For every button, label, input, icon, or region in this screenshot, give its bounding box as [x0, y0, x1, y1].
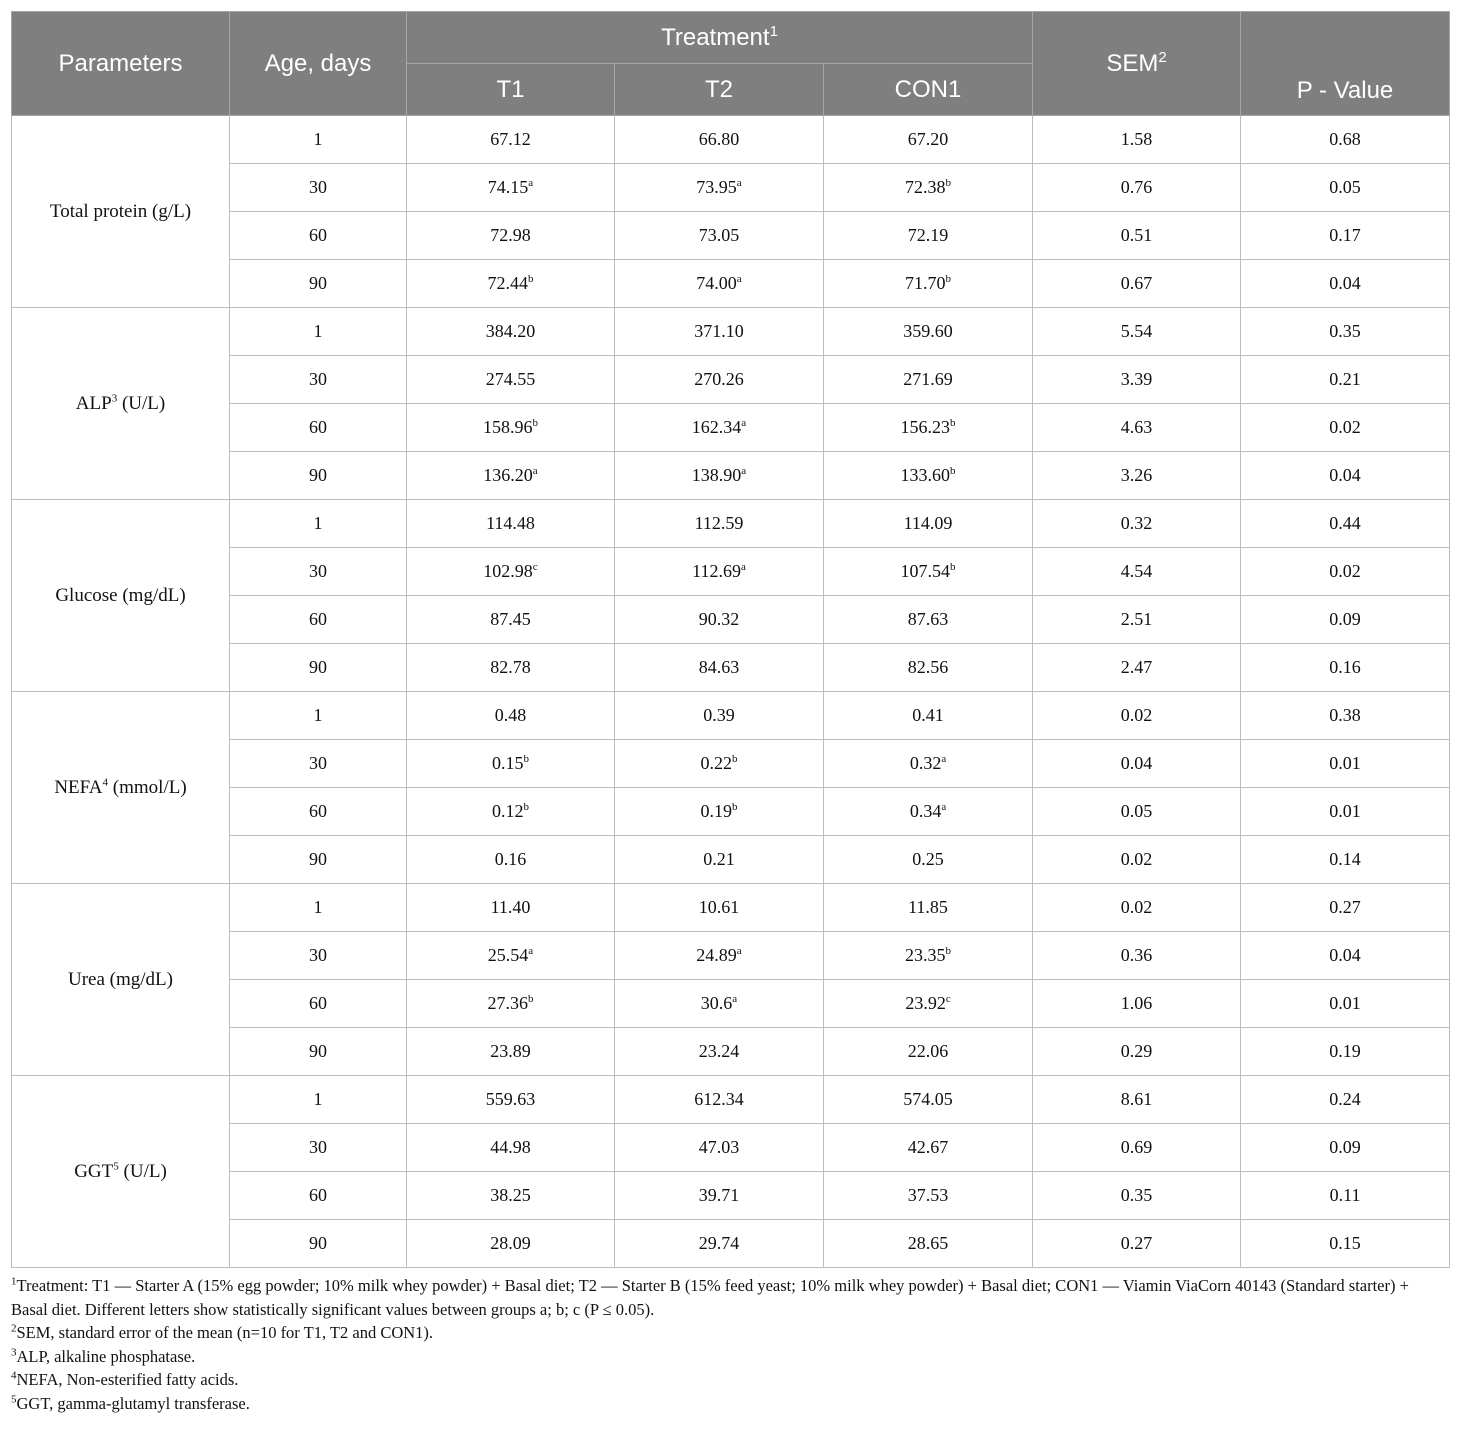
- t2-cell: 66.80: [615, 116, 824, 164]
- sem-cell: 0.02: [1033, 884, 1241, 932]
- t1-cell: 384.20: [407, 308, 615, 356]
- sem-cell: 4.54: [1033, 548, 1241, 596]
- sem-cell: 8.61: [1033, 1076, 1241, 1124]
- parameter-cell: Urea (mg/dL): [12, 884, 230, 1076]
- t2-cell: 84.63: [615, 644, 824, 692]
- age-cell: 1: [230, 500, 407, 548]
- con1-cell: 23.92$^c$: [824, 980, 1033, 1028]
- con1-cell: 72.38$^b$: [824, 164, 1033, 212]
- con1-cell: 271.69: [824, 356, 1033, 404]
- sem-cell: 0.02: [1033, 692, 1241, 740]
- t2-cell: 74.00$^a$: [615, 260, 824, 308]
- table-container: [11, 11, 1449, 1268]
- age-cell: 90: [230, 836, 407, 884]
- age-cell: 1: [230, 116, 407, 164]
- header-t1: T1: [407, 64, 615, 116]
- con1-cell: 574.05: [824, 1076, 1033, 1124]
- t2-cell: 0.21: [615, 836, 824, 884]
- parameter-cell: ALP$^3$ (U/L): [12, 308, 230, 500]
- sem-cell: 1.58: [1033, 116, 1241, 164]
- age-cell: 1: [230, 884, 407, 932]
- pvalue-cell: 0.27: [1241, 884, 1450, 932]
- data-table: [11, 11, 1450, 1268]
- con1-cell: 107.54$^b$: [824, 548, 1033, 596]
- age-cell: 30: [230, 932, 407, 980]
- t2-cell: 371.10: [615, 308, 824, 356]
- sem-cell: 0.27: [1033, 1220, 1241, 1268]
- sem-cell: 0.36: [1033, 932, 1241, 980]
- t2-cell: 73.95$^a$: [615, 164, 824, 212]
- table-row: [12, 500, 1450, 548]
- age-cell: 1: [230, 1076, 407, 1124]
- footnote: $^1$Treatment: T1 — Starter A (15% egg powder; 10% milk whey powder) + Basal diet; T2 — Starter B (15% feed yeast; 10% milk whey powder) + Basal diet; CON1 — Viamin ViaCorn 40143 (Standard starter) + Basal diet. Different letters show statistically significant values between groups a; b; c (P ≤ 0.05).: [11, 1275, 1409, 1319]
- con1-cell: 67.20: [824, 116, 1033, 164]
- t2-cell: 24.89$^a$: [615, 932, 824, 980]
- pvalue-cell: 0.14: [1241, 836, 1450, 884]
- age-cell: 90: [230, 452, 407, 500]
- con1-cell: 23.35$^b$: [824, 932, 1033, 980]
- parameter-cell: Glucose (mg/dL): [12, 500, 230, 692]
- t2-cell: 162.34$^a$: [615, 404, 824, 452]
- age-cell: 30: [230, 356, 407, 404]
- t1-cell: 0.16: [407, 836, 615, 884]
- t2-cell: 112.59: [615, 500, 824, 548]
- con1-cell: 71.70$^b$: [824, 260, 1033, 308]
- t1-cell: 559.63: [407, 1076, 615, 1124]
- con1-cell: 72.19: [824, 212, 1033, 260]
- t1-cell: 82.78: [407, 644, 615, 692]
- t1-cell: 11.40: [407, 884, 615, 932]
- pvalue-cell: 0.21: [1241, 356, 1450, 404]
- age-cell: 30: [230, 740, 407, 788]
- age-cell: 30: [230, 1124, 407, 1172]
- sem-cell: 4.63: [1033, 404, 1241, 452]
- sem-cell: 3.39: [1033, 356, 1241, 404]
- footnote: $^5$GGT, gamma-glutamyl transferase.: [11, 1393, 250, 1413]
- age-cell: 1: [230, 308, 407, 356]
- con1-cell: 11.85: [824, 884, 1033, 932]
- pvalue-cell: 0.15: [1241, 1220, 1450, 1268]
- footnotes: [11, 1274, 1449, 1415]
- t2-cell: 0.19$^b$: [615, 788, 824, 836]
- sem-cell: 0.05: [1033, 788, 1241, 836]
- pvalue-cell: 0.24: [1241, 1076, 1450, 1124]
- header-treatment: Treatment$^1$: [407, 12, 1033, 64]
- t1-cell: 44.98: [407, 1124, 615, 1172]
- parameter-cell: Total protein (g/L): [12, 116, 230, 308]
- t2-cell: 23.24: [615, 1028, 824, 1076]
- sem-cell: 0.35: [1033, 1172, 1241, 1220]
- header-parameters: Parameters: [12, 12, 230, 116]
- con1-cell: 22.06: [824, 1028, 1033, 1076]
- t1-cell: 28.09: [407, 1220, 615, 1268]
- con1-cell: 156.23$^b$: [824, 404, 1033, 452]
- t1-cell: 67.12: [407, 116, 615, 164]
- age-cell: 1: [230, 692, 407, 740]
- t1-cell: 136.20$^a$: [407, 452, 615, 500]
- t2-cell: 90.32: [615, 596, 824, 644]
- t1-cell: 0.15$^b$: [407, 740, 615, 788]
- parameter-cell: NEFA$^4$ (mmol/L): [12, 692, 230, 884]
- pvalue-cell: 0.09: [1241, 596, 1450, 644]
- table-row: [12, 116, 1450, 164]
- con1-cell: 359.60: [824, 308, 1033, 356]
- t2-cell: 138.90$^a$: [615, 452, 824, 500]
- t1-cell: 38.25: [407, 1172, 615, 1220]
- con1-cell: 0.25: [824, 836, 1033, 884]
- pvalue-cell: 0.09: [1241, 1124, 1450, 1172]
- age-cell: 90: [230, 1028, 407, 1076]
- pvalue-cell: 0.44: [1241, 500, 1450, 548]
- con1-cell: 28.65: [824, 1220, 1033, 1268]
- header-sem: SEM$^2$: [1033, 12, 1241, 116]
- con1-cell: 133.60$^b$: [824, 452, 1033, 500]
- table-row: [12, 884, 1450, 932]
- age-cell: 60: [230, 212, 407, 260]
- con1-cell: 42.67: [824, 1124, 1033, 1172]
- t1-cell: 27.36$^b$: [407, 980, 615, 1028]
- age-cell: 60: [230, 980, 407, 1028]
- sem-cell: 0.29: [1033, 1028, 1241, 1076]
- pvalue-cell: 0.19: [1241, 1028, 1450, 1076]
- t1-cell: 87.45: [407, 596, 615, 644]
- con1-cell: 0.34$^a$: [824, 788, 1033, 836]
- con1-cell: 0.41: [824, 692, 1033, 740]
- sem-cell: 3.26: [1033, 452, 1241, 500]
- sem-cell: 0.02: [1033, 836, 1241, 884]
- pvalue-cell: 0.01: [1241, 980, 1450, 1028]
- parameter-cell: GGT$^5$ (U/L): [12, 1076, 230, 1268]
- t1-cell: 25.54$^a$: [407, 932, 615, 980]
- pvalue-cell: 0.02: [1241, 548, 1450, 596]
- t1-cell: 0.48: [407, 692, 615, 740]
- con1-cell: 87.63: [824, 596, 1033, 644]
- t2-cell: 73.05: [615, 212, 824, 260]
- t2-cell: 47.03: [615, 1124, 824, 1172]
- header-con1: CON1: [824, 64, 1033, 116]
- sem-cell: 0.67: [1033, 260, 1241, 308]
- table-row: [12, 1076, 1450, 1124]
- age-cell: 90: [230, 1220, 407, 1268]
- t1-cell: 0.12$^b$: [407, 788, 615, 836]
- sem-cell: 0.32: [1033, 500, 1241, 548]
- pvalue-cell: 0.17: [1241, 212, 1450, 260]
- footnote: $^2$SEM, standard error of the mean (n=10 for T1, T2 and CON1).: [11, 1322, 434, 1342]
- sem-cell: 2.51: [1033, 596, 1241, 644]
- con1-cell: 82.56: [824, 644, 1033, 692]
- t2-cell: 39.71: [615, 1172, 824, 1220]
- con1-cell: 0.32$^a$: [824, 740, 1033, 788]
- sem-cell: 2.47: [1033, 644, 1241, 692]
- t2-cell: 0.22$^b$: [615, 740, 824, 788]
- pvalue-cell: 0.01: [1241, 740, 1450, 788]
- t2-cell: 270.26: [615, 356, 824, 404]
- footnote: $^3$ALP, alkaline phosphatase.: [11, 1346, 196, 1366]
- header-t2: T2: [615, 64, 824, 116]
- t1-cell: 72.98: [407, 212, 615, 260]
- t1-cell: 23.89: [407, 1028, 615, 1076]
- header-pvalue: P - Value: [1241, 12, 1450, 116]
- pvalue-cell: 0.05: [1241, 164, 1450, 212]
- pvalue-cell: 0.01: [1241, 788, 1450, 836]
- pvalue-cell: 0.04: [1241, 260, 1450, 308]
- pvalue-cell: 0.35: [1241, 308, 1450, 356]
- sem-cell: 1.06: [1033, 980, 1241, 1028]
- age-cell: 30: [230, 164, 407, 212]
- age-cell: 60: [230, 596, 407, 644]
- con1-cell: 37.53: [824, 1172, 1033, 1220]
- sem-cell: 0.51: [1033, 212, 1241, 260]
- table-body: [12, 116, 1450, 1268]
- header-age: Age, days: [230, 12, 407, 116]
- age-cell: 60: [230, 1172, 407, 1220]
- con1-cell: 114.09: [824, 500, 1033, 548]
- sem-cell: 0.76: [1033, 164, 1241, 212]
- age-cell: 30: [230, 548, 407, 596]
- t2-cell: 29.74: [615, 1220, 824, 1268]
- t1-cell: 102.98$^c$: [407, 548, 615, 596]
- t1-cell: 274.55: [407, 356, 615, 404]
- t2-cell: 112.69$^a$: [615, 548, 824, 596]
- table-row: [12, 308, 1450, 356]
- pvalue-cell: 0.11: [1241, 1172, 1450, 1220]
- footnote: $^4$NEFA, Non-esterified fatty acids.: [11, 1369, 239, 1389]
- age-cell: 90: [230, 260, 407, 308]
- pvalue-cell: 0.68: [1241, 116, 1450, 164]
- t1-cell: 74.15$^a$: [407, 164, 615, 212]
- table-row: [12, 692, 1450, 740]
- t2-cell: 30.6$^a$: [615, 980, 824, 1028]
- t2-cell: 612.34: [615, 1076, 824, 1124]
- sem-cell: 5.54: [1033, 308, 1241, 356]
- t1-cell: 72.44$^b$: [407, 260, 615, 308]
- pvalue-cell: 0.04: [1241, 452, 1450, 500]
- t1-cell: 114.48: [407, 500, 615, 548]
- t1-cell: 158.96$^b$: [407, 404, 615, 452]
- pvalue-cell: 0.02: [1241, 404, 1450, 452]
- pvalue-cell: 0.16: [1241, 644, 1450, 692]
- pvalue-cell: 0.38: [1241, 692, 1450, 740]
- sem-cell: 0.04: [1033, 740, 1241, 788]
- pvalue-cell: 0.04: [1241, 932, 1450, 980]
- t2-cell: 0.39: [615, 692, 824, 740]
- t2-cell: 10.61: [615, 884, 824, 932]
- age-cell: 60: [230, 404, 407, 452]
- sem-cell: 0.69: [1033, 1124, 1241, 1172]
- age-cell: 90: [230, 644, 407, 692]
- age-cell: 60: [230, 788, 407, 836]
